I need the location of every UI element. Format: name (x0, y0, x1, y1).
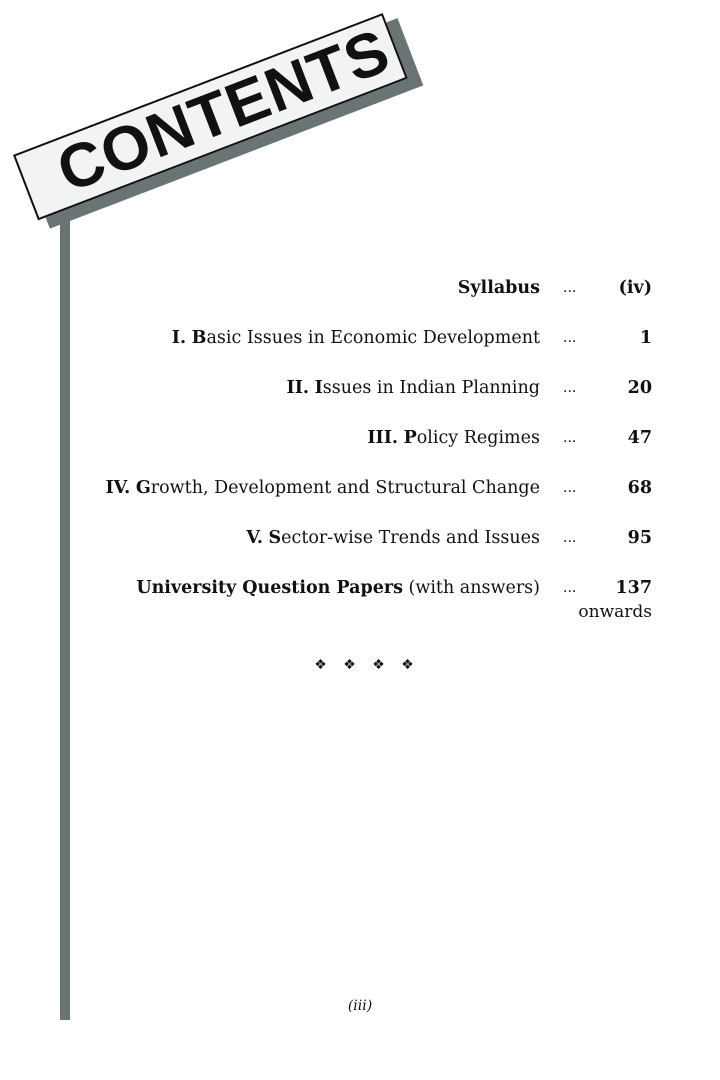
toc-entry-title (105, 473, 540, 503)
toc-entry-title (246, 523, 540, 553)
unit-title: rowth, Development and Structural Change (150, 478, 540, 498)
sign-board (13, 13, 408, 220)
entry-suffix: (with answers) (402, 578, 540, 598)
toc-entry-title (458, 273, 540, 303)
leader-dots: ... (563, 280, 577, 296)
toc-entry-title (172, 323, 540, 353)
toc-entry-unit-3[interactable] (0, 423, 720, 453)
toc-entry-title (136, 573, 540, 603)
unit-initial: I (314, 378, 323, 398)
entry-text: Syllabus (457, 278, 540, 298)
page-number: 20 (627, 378, 652, 398)
page-folio: (iii) (347, 998, 373, 1014)
leader-dots: ... (563, 480, 577, 496)
sign-title: CONTENTS (48, 16, 400, 206)
unit-initial: P (403, 428, 417, 448)
leader-dots: ... (563, 430, 577, 446)
toc-entry-unit-4[interactable] (0, 473, 720, 503)
toc-entry-unit-2[interactable] (0, 373, 720, 403)
unit-number: I. (171, 328, 187, 348)
leader-dots: ... (563, 330, 577, 346)
entry-text: University Question Papers (136, 578, 403, 598)
unit-number: IV. (105, 478, 131, 498)
leader-dots: ... (563, 380, 577, 396)
unit-title: olicy Regimes (416, 428, 540, 448)
page-number: (iv) (618, 278, 652, 298)
toc-entry-question-papers[interactable] (0, 573, 720, 622)
unit-number: III. (367, 428, 398, 448)
unit-initial: S (268, 528, 282, 548)
leader-dots: ... (563, 530, 577, 546)
unit-title: asic Issues in Economic Development (206, 328, 540, 348)
toc-entry-title (367, 423, 540, 453)
toc-entry-title (287, 373, 540, 403)
leader-dots: ... (563, 580, 577, 596)
toc-entry-unit-5[interactable] (0, 523, 720, 553)
page-number: 95 (627, 528, 652, 548)
page-note: onwards (578, 602, 652, 622)
toc-entry-unit-1[interactable] (0, 323, 720, 353)
unit-title: ssues in Indian Planning (322, 378, 540, 398)
unit-number: V. (246, 528, 263, 548)
unit-initial: G (135, 478, 151, 498)
page-number: 137 (615, 578, 652, 598)
page-number: 47 (627, 428, 652, 448)
page-number: 1 (639, 328, 652, 348)
unit-number: II. (286, 378, 309, 398)
ornament-divider: ❖ ❖ ❖ ❖ (314, 657, 420, 673)
unit-title: ector-wise Trends and Issues (281, 528, 540, 548)
unit-initial: B (191, 328, 207, 348)
contents-sign (13, 12, 412, 223)
page-number: 68 (627, 478, 652, 498)
toc-entry-syllabus[interactable] (0, 273, 720, 303)
